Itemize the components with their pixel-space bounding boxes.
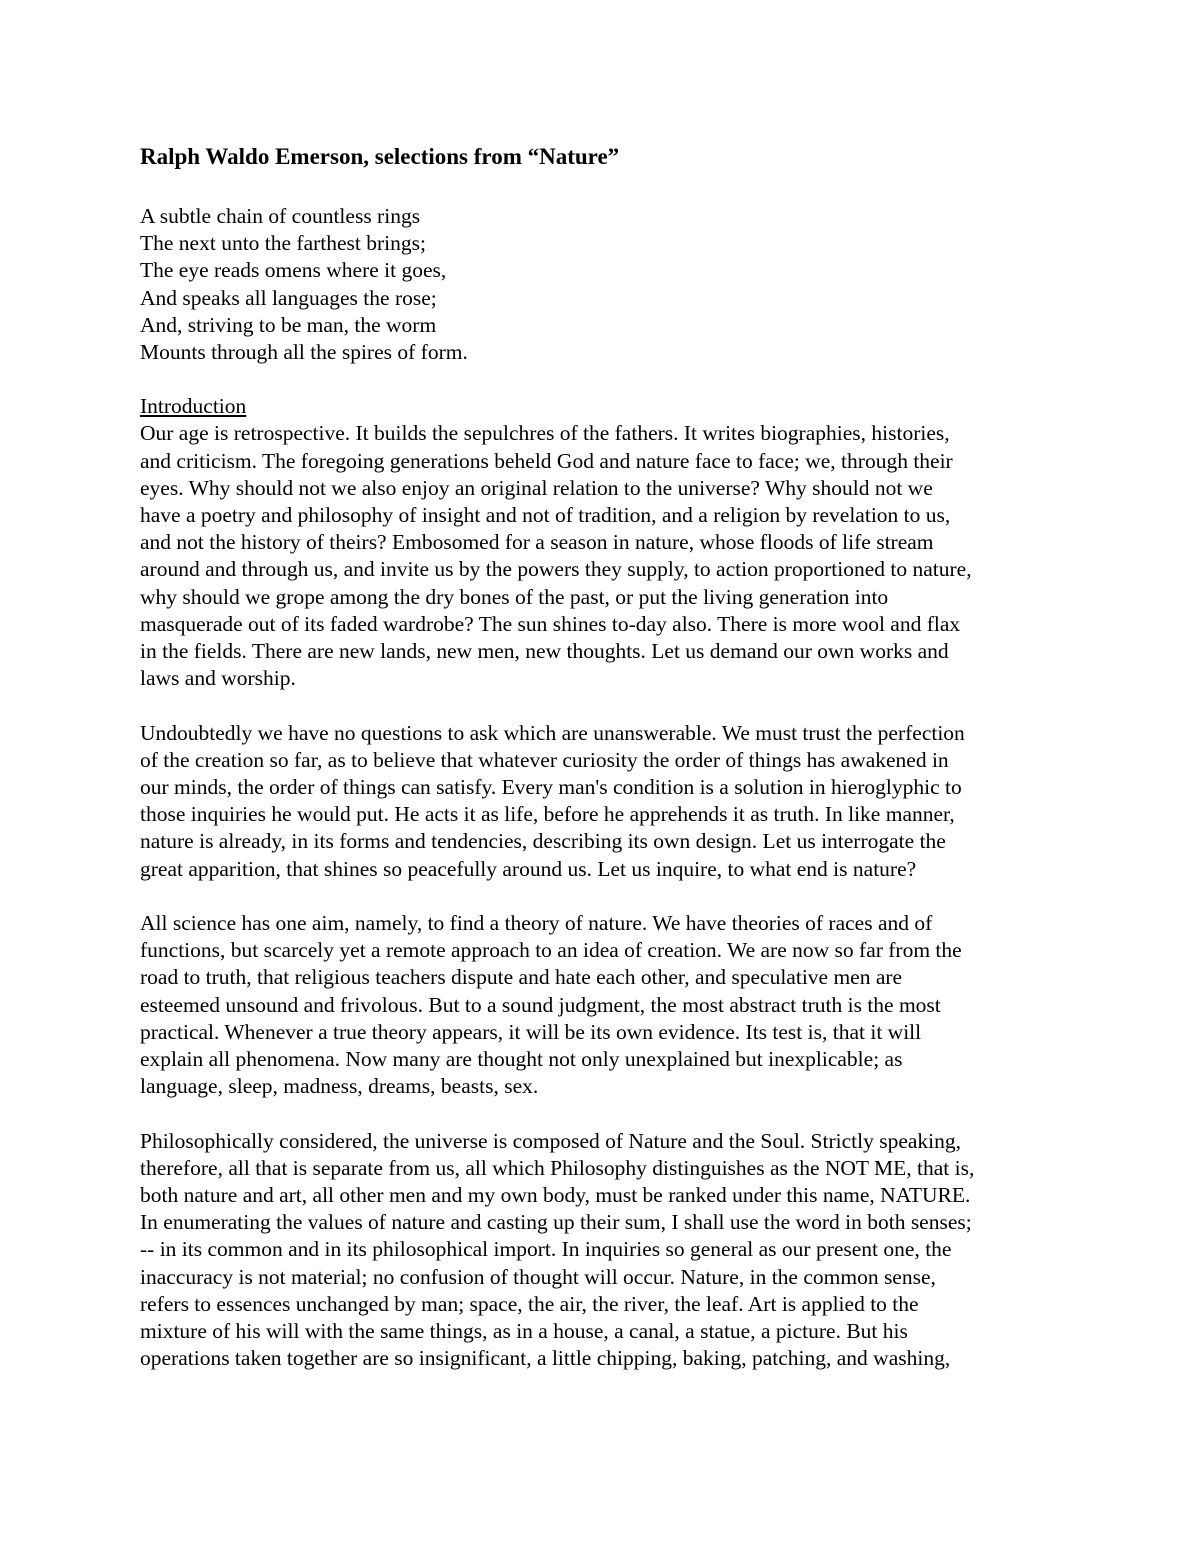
text-line: Our age is retrospective. It builds the sepulchres of the fathers. It writes biographies, histories, xyxy=(140,421,950,446)
text-line: practical. Whenever a true theory appears, it will be its own evidence. Its test is, that it will xyxy=(140,1019,922,1044)
text-line: eyes. Why should not we also enjoy an original relation to the universe? Why should not we xyxy=(140,475,933,500)
text-line: around and through us, and invite us by the powers they supply, to action proportioned to nature, xyxy=(140,557,972,582)
text-line: laws and worship. xyxy=(140,666,296,691)
document-title: Ralph Waldo Emerson, selections from “Nature” xyxy=(140,144,620,169)
poem-line: The next unto the farthest brings; xyxy=(140,231,426,256)
text-line: why should we grope among the dry bones of the past, or put the living generation into xyxy=(140,584,889,609)
text-line: in the fields. There are new lands, new men, new thoughts. Let us demand our own works and xyxy=(140,639,949,664)
text-line: explain all phenomena. Now many are thought not only unexplained but inexplicable; as xyxy=(140,1047,903,1072)
text-line: mixture of his will with the same things, as in a house, a canal, a statue, a picture. But his xyxy=(140,1319,908,1344)
epigraph-poem xyxy=(140,203,1080,366)
paragraph-1 xyxy=(140,420,1080,692)
text-line: In enumerating the values of nature and casting up their sum, I shall use the word in both senses; xyxy=(140,1210,972,1235)
section-heading-introduction: Introduction xyxy=(140,394,247,419)
poem-line: And speaks all languages the rose; xyxy=(140,285,437,310)
text-line: therefore, all that is separate from us, all which Philosophy distinguishes as the NOT ME, that is, xyxy=(140,1155,975,1180)
text-line: great apparition, that shines so peacefully around us. Let us inquire, to what end is nature? xyxy=(140,856,917,881)
text-line: nature is already, in its forms and tendencies, describing its own design. Let us interrogate the xyxy=(140,829,946,854)
poem-line: A subtle chain of countless rings xyxy=(140,204,421,228)
text-line: those inquiries he would put. He acts it as life, before he apprehends it as truth. In like manner, xyxy=(140,802,955,827)
text-line: refers to essences unchanged by man; space, the air, the river, the leaf. Art is applied to the xyxy=(140,1291,919,1316)
text-line: operations taken together are so insignificant, a little chipping, baking, patching, and washing, xyxy=(140,1346,951,1371)
poem-line: And, striving to be man, the worm xyxy=(140,312,437,337)
poem-line: The eye reads omens where it goes, xyxy=(140,258,447,283)
text-line: Undoubtedly we have no questions to ask which are unanswerable. We must trust the perfection xyxy=(140,720,965,745)
text-line: esteemed unsound and frivolous. But to a sound judgment, the most abstract truth is the most xyxy=(140,992,941,1017)
text-line: both nature and art, all other men and my own body, must be ranked under this name, NATURE. xyxy=(140,1183,971,1208)
text-line: and criticism. The foregoing generations beheld God and nature face to face; we, through their xyxy=(140,448,953,473)
text-line: have a poetry and philosophy of insight and not of tradition, and a religion by revelation to us, xyxy=(140,503,951,528)
paragraph-3 xyxy=(140,910,1080,1100)
text-line: functions, but scarcely yet a remote approach to an idea of creation. We are now so far from the xyxy=(140,938,962,963)
document-page xyxy=(140,142,1080,1372)
text-line: our minds, the order of things can satisfy. Every man's condition is a solution in hieroglyphic to xyxy=(140,775,962,800)
text-line: Philosophically considered, the universe is composed of Nature and the Soul. Strictly speaking, xyxy=(140,1128,962,1153)
text-line: -- in its common and in its philosophical import. In inquiries so general as our present one, the xyxy=(140,1237,952,1262)
poem-line: Mounts through all the spires of form. xyxy=(140,340,468,365)
text-line: masquerade out of its faded wardrobe? The sun shines to-day also. There is more wool and flax xyxy=(140,611,961,636)
text-line: language, sleep, madness, dreams, beasts, sex. xyxy=(140,1074,539,1099)
paragraph-4 xyxy=(140,1128,1080,1373)
text-line: and not the history of theirs? Embosomed for a season in nature, whose floods of life stream xyxy=(140,530,934,555)
text-line: of the creation so far, as to believe that whatever curiosity the order of things has awakened in xyxy=(140,747,949,772)
text-line: All science has one aim, namely, to find a theory of nature. We have theories of races and of xyxy=(140,911,933,936)
paragraph-2 xyxy=(140,720,1080,883)
text-line: inaccuracy is not material; no confusion of thought will occur. Nature, in the common sense, xyxy=(140,1264,936,1289)
text-line: road to truth, that religious teachers dispute and hate each other, and speculative men are xyxy=(140,965,903,990)
